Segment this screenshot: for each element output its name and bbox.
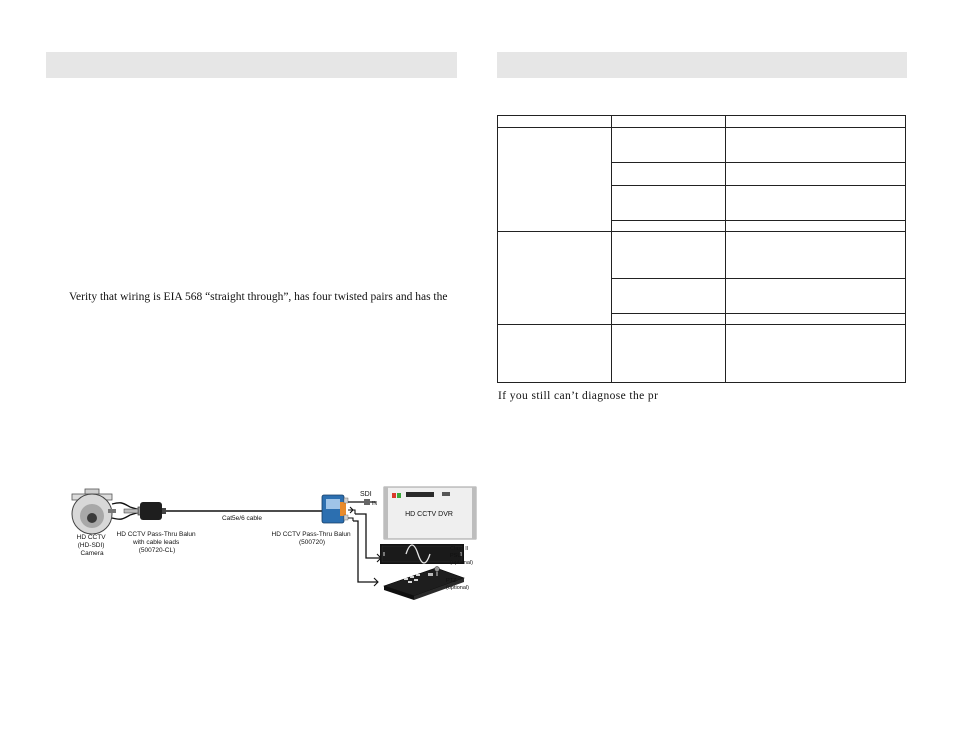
table-cell <box>612 221 726 232</box>
table-cell <box>726 325 906 383</box>
balun-cl-jack <box>162 508 166 514</box>
troubleshooting-table <box>497 115 906 383</box>
dvr-label: HD CCTV DVR <box>405 511 453 518</box>
table-cell <box>612 279 726 314</box>
table-cell <box>498 232 612 325</box>
table-cell <box>612 314 726 325</box>
diagnose-text: If you still can’t diagnose the pr <box>498 390 659 402</box>
in-label: IN <box>372 501 377 507</box>
sdi-label: SDI <box>360 491 372 498</box>
balun-cl-body <box>140 502 162 520</box>
connection-diagram <box>50 480 480 604</box>
camera-label: HD CCTV (HD-SDI) Camera <box>76 534 106 557</box>
table-row <box>498 232 906 279</box>
table-row <box>498 128 906 163</box>
table-cell <box>612 325 726 383</box>
balun-cl-label: HD CCTV Pass-Thru Balun with cable leads (500720-CL) <box>116 531 196 554</box>
table-cell <box>612 186 726 221</box>
table-row <box>498 325 906 383</box>
table-cell <box>498 116 612 128</box>
table-cell <box>726 186 906 221</box>
table-cell <box>726 232 906 279</box>
wiring-paragraph: Verity that wiring is EIA 568 “straight through”, has four twisted pairs and has the <box>69 291 448 303</box>
balun-label: HD CCTV Pass-Thru Balun (500720) <box>271 531 351 546</box>
table-cell <box>612 116 726 128</box>
psu-label: Class II PSU (optional) <box>450 546 473 566</box>
balun-500720-icon <box>322 495 348 523</box>
left-page-header-bar <box>46 52 457 78</box>
table-cell <box>612 232 726 279</box>
table-cell <box>498 128 612 232</box>
table-cell <box>726 221 906 232</box>
table-cell <box>726 279 906 314</box>
dome-camera-icon <box>72 489 112 534</box>
table-cell <box>498 325 612 383</box>
arrow-icon <box>348 507 355 521</box>
table-cell <box>726 116 906 128</box>
cable-label: Cat5e/6 cable <box>221 515 263 522</box>
table-header-row <box>498 116 906 128</box>
table-cell <box>726 163 906 186</box>
table-cell <box>612 163 726 186</box>
table-cell <box>726 128 906 163</box>
sdi-connector <box>364 499 370 505</box>
ptz-label: PTZ (optional) <box>446 578 469 591</box>
table-cell <box>726 314 906 325</box>
table-cell <box>612 128 726 163</box>
right-page-header-bar <box>497 52 907 78</box>
psu-power-lead <box>355 514 380 558</box>
camera-connector <box>108 509 116 513</box>
